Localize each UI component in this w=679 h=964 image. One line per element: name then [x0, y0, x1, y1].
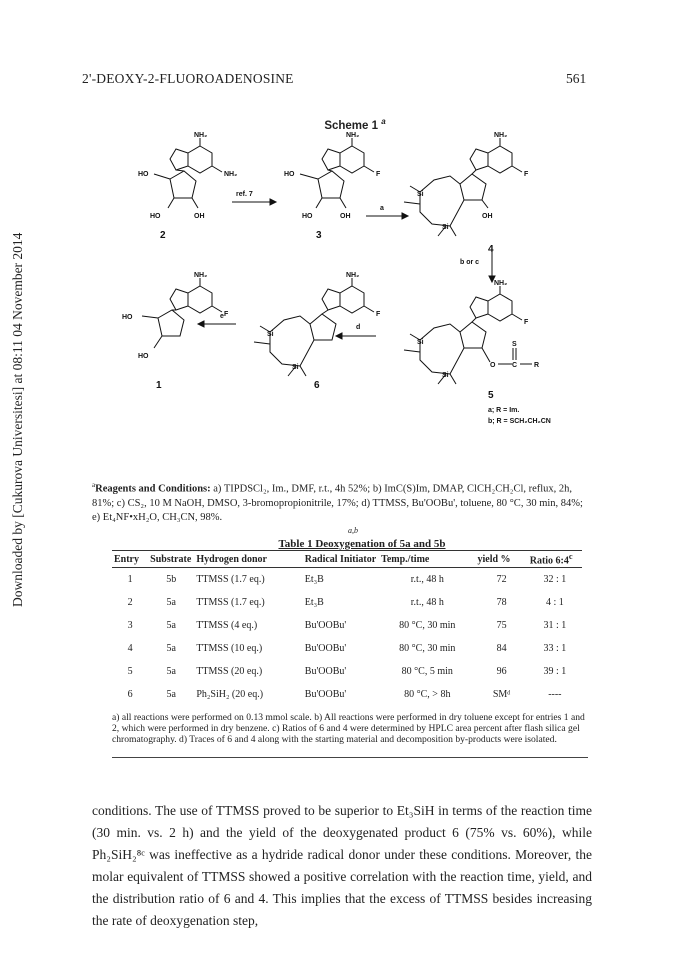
silicon-label: Si	[442, 224, 449, 231]
deoxygenation-table	[112, 550, 582, 706]
compound-2-structure	[154, 138, 222, 208]
col-header: Radical Initiator	[303, 551, 379, 568]
reagents-and-conditions: $^a$Reagents and Conditions: a) TIPDSCl₂, Im., DMF, r.t., 4h 52%; b) ImC(S)Im, DMAP, ClCH₂CH₂Cl, reflux, 2h, 81%; c) CS₂, 10 M NaOH, DMSO, 3-bromopropionitrile, 17%; d) TTMSS, Bu'OOBu', toluene, 80 °C, 30 min, 84%; e) Et₄NF•xH₂O, CH₃CN, 98%.	[92, 481, 583, 523]
table-header-row	[112, 551, 582, 568]
oxygen-label: O	[490, 362, 496, 369]
arrow-label-e: e	[220, 313, 224, 320]
compound-5-structure	[404, 286, 532, 384]
amine-label: NH₂	[224, 171, 238, 178]
amine-label: NH₂	[494, 132, 508, 139]
carbon-label: C	[512, 362, 518, 369]
compound-3-structure	[300, 138, 374, 208]
col-header: yield %	[476, 551, 528, 568]
reaction-scheme	[120, 126, 580, 471]
compound-label-4: 4	[488, 244, 494, 255]
body-paragraph: conditions. The use of TTMSS proved to be superior to Et₃SiH in terms of the reaction time (30 min. vs. 2 h) and the yield of the deoxygenated product 6 (75% vs. 60%), while Ph₂SiH₂⁸ᶜ was ineffective as a hydride radical donor under these conditions. Moreover, the molar equivalent of TTMSS showed a positive correlation with the reaction time, yield, and the distribution ratio of 6 and 4. This implies that the excess of TTMSS besides increasing the rate of deoxygenation step,	[92, 803, 592, 928]
silicon-label: Si	[292, 364, 299, 371]
amine-label: NH₂	[194, 272, 208, 279]
table-bottom-rule	[112, 757, 588, 758]
hydroxyl-label: OH	[194, 213, 205, 220]
page-number: 561	[566, 71, 587, 86]
fluorine-label: F	[224, 311, 229, 318]
scheme-title: Scheme 1 $^a$	[324, 117, 386, 132]
fluorine-label: F	[376, 311, 381, 318]
arrow-label-a: a	[380, 205, 384, 212]
col-header: Substrate	[148, 551, 194, 568]
sulfur-label: S	[512, 341, 517, 348]
download-watermark: Downloaded by [Cukurova Universitesi] at 08:11 04 November 2014	[10, 232, 25, 607]
table-title: Table 1 Deoxygenation of 5a and 5b	[278, 538, 446, 550]
compound-label-6: 6	[314, 380, 320, 391]
r-group-b: b; R = SCH₂CH₂CN	[488, 418, 551, 425]
fluorine-label: F	[524, 319, 529, 326]
table-footnotes: a) all reactions were performed on 0.13 mmol scale. b) All reactions were performed in dry toluene except for entries 1 and 2, which were performed in dry benzene. c) Ratios of 6 and 4 were determined by HPLC area percent after flash silica gel chromatography. d) Traces of 6 and 4 along with the starting material and decomposition by-products were isolated.	[112, 712, 585, 745]
amine-label: NH₂	[346, 272, 360, 279]
compound-label-1: 1	[156, 380, 162, 391]
hydroxyl-label: HO	[138, 171, 149, 178]
silicon-label: Si	[267, 331, 274, 338]
running-title: 2'-DEOXY-2-FLUOROADENOSINE	[82, 71, 294, 86]
compound-1-structure	[142, 278, 222, 348]
amine-label: NH₂	[346, 132, 360, 139]
hydroxyl-label: HO	[284, 171, 295, 178]
table-row: 4 5a TTMSS (10 eq.) Bu'OOBu' 80 °C, 30 min 84 33 : 1	[127, 643, 567, 655]
table-row: 1 5b TTMSS (1.7 eq.) Et₃B r.t., 48 h 72 32 : 1	[112, 568, 582, 592]
arrow-label-ref: ref. 7	[236, 191, 253, 198]
fluorine-label: F	[524, 171, 529, 178]
table-row: 2 5a TTMSS (1.7 eq.) Et₃B r.t., 48 h 78 4 : 1	[127, 597, 564, 609]
hydroxyl-label: OH	[340, 213, 351, 220]
col-header: Temp./time	[379, 551, 475, 568]
silicon-label: Si	[417, 191, 424, 198]
col-header: Hydrogen donor	[194, 551, 302, 568]
r-group-label: R	[534, 362, 540, 369]
silicon-label: Si	[417, 339, 424, 346]
hydroxyl-label: HO	[302, 213, 313, 220]
col-header: Ratio 6:4$^c$	[528, 551, 582, 568]
table-title-superscript: a,b	[348, 526, 358, 535]
col-header: Entry	[112, 551, 148, 568]
hydroxyl-label: HO	[122, 314, 133, 321]
hydroxyl-label: HO	[150, 213, 161, 220]
compound-label-2: 2	[160, 230, 166, 241]
amine-label: NH₂	[494, 280, 508, 287]
table-row: 5 5a TTMSS (20 eq.) Bu'OOBu' 80 °C, 5 min 96 39 : 1	[127, 666, 567, 678]
arrow-label-d: d	[356, 324, 361, 331]
table-row: 3 5a TTMSS (4 eq.) Bu'OOBu' 80 °C, 30 min 75 31 : 1	[127, 620, 567, 632]
table-row: 6 5a Ph₂SiH₂ (20 eq.) Bu'OOBu' 80 °C, > 8h SMᵈ ----	[127, 689, 562, 701]
amine-label: NH₂	[194, 132, 208, 139]
hydroxyl-label: HO	[138, 353, 149, 360]
hydroxyl-label: OH	[482, 213, 493, 220]
silicon-label: Si	[442, 372, 449, 379]
arrow-label-bc: b or c	[460, 259, 480, 266]
r-group-a: a; R = Im.	[488, 407, 520, 414]
compound-4-structure	[404, 138, 522, 236]
fluorine-label: F	[376, 171, 381, 178]
compound-label-3: 3	[316, 230, 322, 241]
compound-label-5: 5	[488, 390, 494, 401]
